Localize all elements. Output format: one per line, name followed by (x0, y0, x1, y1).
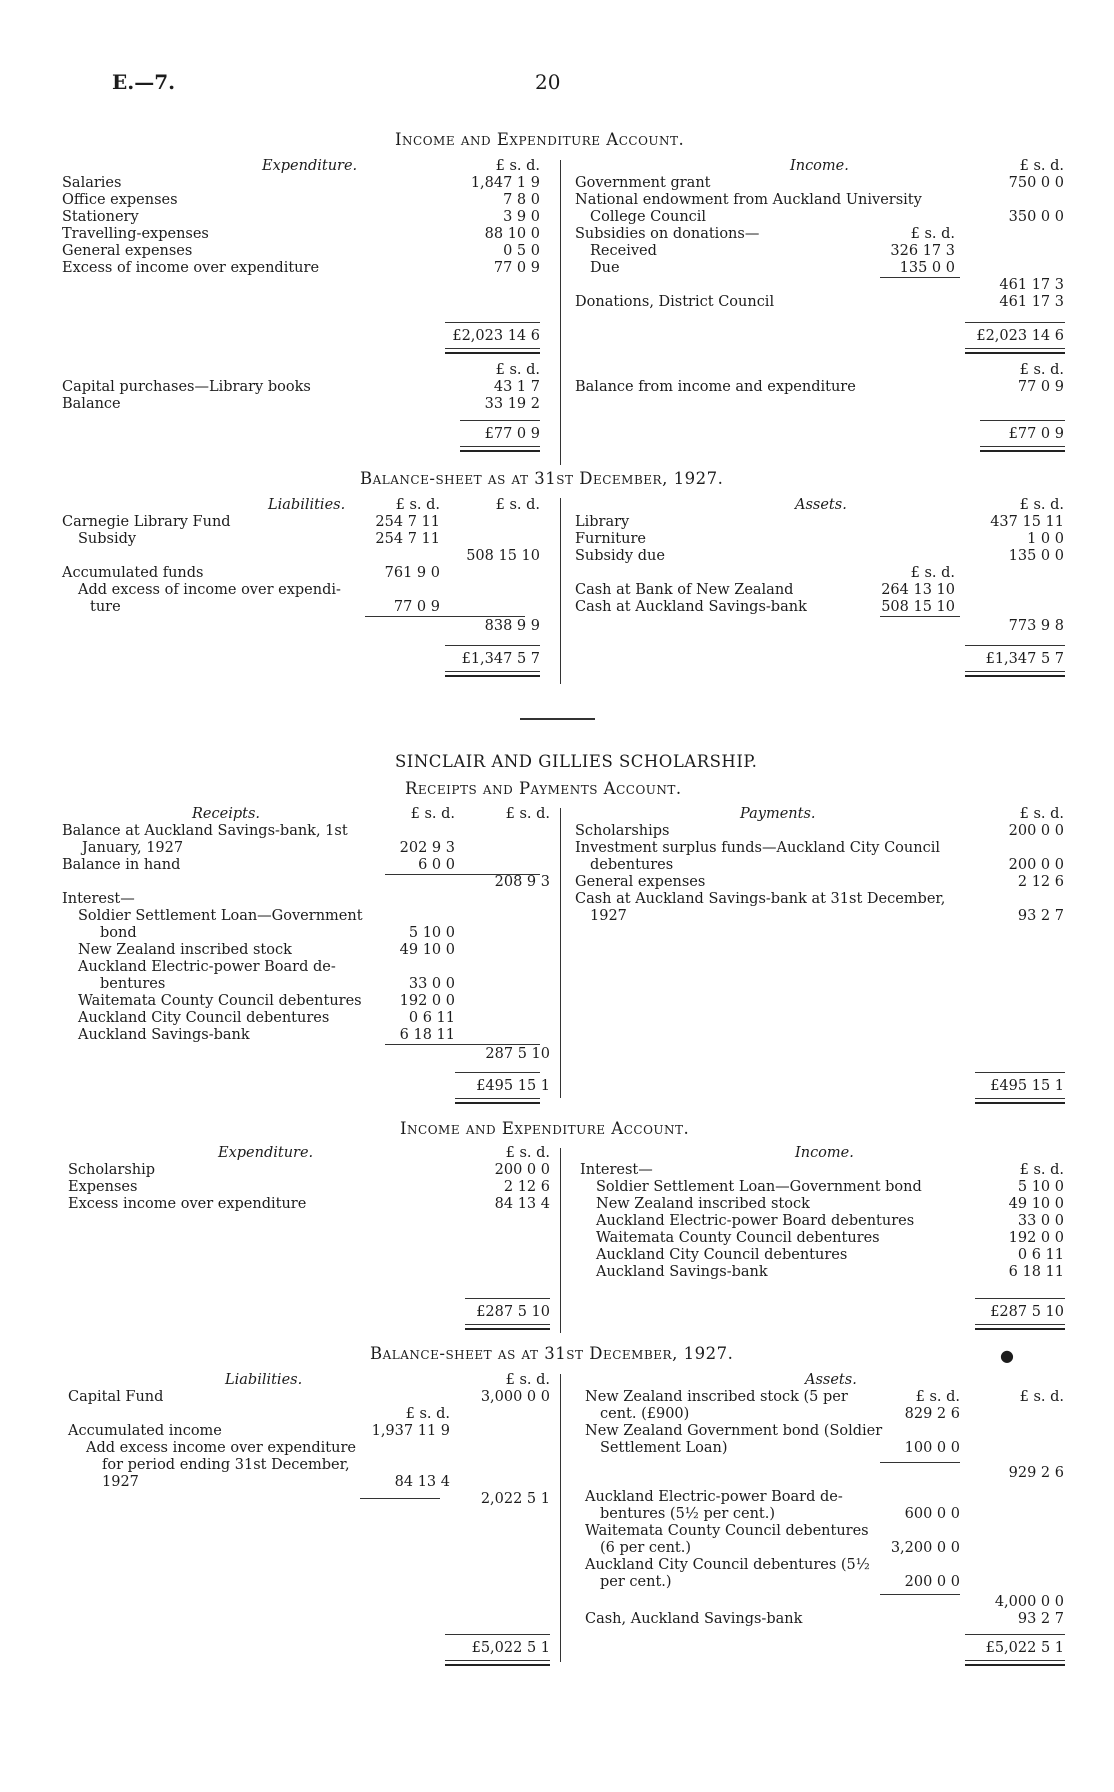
pay-cash-amt: 93 2 7 (1017, 908, 1064, 924)
s5-accum-amt: 1,937 11 9 (371, 1423, 450, 1439)
asset-cash-total: 773 9 8 (1008, 618, 1064, 634)
s4-exp-scholarship-amt: 200 0 0 (494, 1162, 550, 1178)
s5-lsd-d: £ s. d. (1019, 1389, 1064, 1405)
s5-title: Balance-sheet as at 31st December, 1927. (370, 1344, 734, 1363)
inc-grant-amt: 750 0 0 (1008, 175, 1064, 191)
rule (975, 1072, 1065, 1073)
s4-lsd-b: £ s. d. (1019, 1162, 1064, 1178)
inc-received-amt: 326 17 3 (890, 243, 955, 259)
pay-general-amt: 2 12 6 (1017, 874, 1064, 890)
s4-inc-i5: Auckland City Council debentures (596, 1247, 848, 1263)
rule (360, 1498, 440, 1499)
exp-travelling-amt: 88 10 0 (484, 226, 540, 242)
rule (445, 322, 540, 323)
inc-subsidies: Subsidies on donations— (575, 226, 760, 242)
bullet-mark: ● (1000, 1346, 1014, 1365)
inc-received: Received (590, 243, 657, 259)
s4-total-left: £287 5 10 (476, 1304, 550, 1320)
cap-balance-amt: 33 19 2 (484, 396, 540, 412)
s4-inc-head: Income. (795, 1145, 854, 1161)
s3-divider (560, 808, 561, 1098)
inc-subs-lsd: £ s. d. (910, 226, 955, 242)
s5-liab-head: Liabilities. (225, 1372, 303, 1388)
s5-total-right: £5,022 5 1 (985, 1640, 1064, 1656)
liab-subsidy-amt: 254 7 11 (375, 531, 440, 547)
cap-balance: Balance (62, 396, 121, 412)
exp-excess-amt: 77 0 9 (493, 260, 540, 276)
s4-inc-i3-amt: 33 0 0 (1017, 1213, 1064, 1229)
pay-cash-1: Cash at Auckland Savings-bank at 31st December, (575, 891, 946, 907)
s5-add-2: for period ending 31st December, (102, 1457, 350, 1473)
rec-i5: Auckland City Council debentures (78, 1010, 330, 1026)
inc-donations-amt: 461 17 3 (999, 294, 1064, 310)
inc-subs-total: 461 17 3 (999, 277, 1064, 293)
rule (975, 1298, 1065, 1299)
s5-a5b: per cent.) (600, 1574, 672, 1590)
s4-inc-i4: Waitemata County Council debentures (596, 1230, 880, 1246)
s2-lsd-c: £ s. d. (1019, 497, 1064, 513)
rec-i4: Waitemata County Council debentures (78, 993, 362, 1009)
rule (445, 645, 540, 646)
s5-a4a: Waitemata County Council debentures (585, 1523, 869, 1539)
inc-donations: Donations, District Council (575, 294, 775, 310)
s5-a5-amt: 200 0 0 (904, 1574, 960, 1590)
s4-inc-i3: Auckland Electric-power Board debentures (596, 1213, 915, 1229)
s1-cap-lsd-left: £ s. d. (495, 362, 540, 378)
rule (965, 1660, 1065, 1666)
pay-cash-2: 1927 (590, 908, 627, 924)
asset-cash-ask-amt: 508 15 10 (881, 599, 955, 615)
liab-accum-amt: 761 9 0 (384, 565, 440, 581)
exp-travelling: Travelling-expenses (62, 226, 209, 242)
s4-lsd-a: £ s. d. (505, 1145, 550, 1161)
s5-inv-total: 4,000 0 0 (994, 1594, 1064, 1610)
s4-exp-expenses-amt: 2 12 6 (503, 1179, 550, 1195)
rule (880, 1594, 960, 1595)
s2-total-left: £1,347 5 7 (461, 651, 540, 667)
s1-total-left: £2,023 14 6 (452, 328, 540, 344)
s4-inc-i5-amt: 0 6 11 (1017, 1247, 1064, 1263)
rec-balance-2: January, 1927 (82, 840, 184, 856)
s5-divider (560, 1374, 561, 1662)
pay-general: General expenses (575, 874, 706, 890)
s5-a1-amt: 829 2 6 (904, 1406, 960, 1422)
exp-excess: Excess of income over expenditure (62, 260, 320, 276)
cap-balance-from: Balance from income and expenditure (575, 379, 856, 395)
exp-office: Office expenses (62, 192, 178, 208)
s2-liab-head: Liabilities. (268, 497, 346, 513)
s3-lsd-b: £ s. d. (505, 806, 550, 822)
s5-a2-amt: 100 0 0 (904, 1440, 960, 1456)
s5-cash: Cash, Auckland Savings-bank (585, 1611, 803, 1627)
asset-furniture: Furniture (575, 531, 646, 547)
asset-subsidy-due-amt: 135 0 0 (1008, 548, 1064, 564)
s1-cap-total-left: £77 0 9 (484, 426, 540, 442)
exp-office-amt: 7 8 0 (503, 192, 540, 208)
rule (975, 1098, 1065, 1104)
rec-i6: Auckland Savings-bank (78, 1027, 250, 1043)
inc-due-amt: 135 0 0 (899, 260, 955, 276)
asset-library-amt: 437 15 11 (990, 514, 1064, 530)
liab-addex-1: Add excess of income over expendi- (78, 582, 341, 598)
s5-lsd-b: £ s. d. (405, 1406, 450, 1422)
rec-i1-amt: 5 10 0 (408, 925, 455, 941)
s3-heading: SINCLAIR AND GILLIES SCHOLARSHIP. (395, 752, 758, 771)
s1-cap-total-right: £77 0 9 (1008, 426, 1064, 442)
s1-cap-lsd-right: £ s. d. (1019, 362, 1064, 378)
rule (975, 1324, 1065, 1330)
s5-a3-amt: 600 0 0 (904, 1506, 960, 1522)
rule (445, 1634, 550, 1635)
s2-total-right: £1,347 5 7 (985, 651, 1064, 667)
s1-lsd-right: £ s. d. (1019, 158, 1064, 174)
s3-total-left: £495 15 1 (476, 1078, 550, 1094)
rec-hand-amt: 6 0 0 (418, 857, 455, 873)
liab-subtotal: 838 9 9 (484, 618, 540, 634)
pay-investment-2: debentures (590, 857, 674, 873)
rule (880, 616, 960, 617)
rule (445, 348, 540, 354)
rule (455, 1098, 540, 1104)
s5-a5a: Auckland City Council debentures (5½ (585, 1557, 870, 1573)
rec-open-total: 208 9 3 (494, 874, 550, 890)
inc-endow-amt: 350 0 0 (1008, 209, 1064, 225)
asset-cash-ask: Cash at Auckland Savings-bank (575, 599, 807, 615)
s4-inc-i6-amt: 6 18 11 (1008, 1264, 1064, 1280)
s4-exp-scholarship: Scholarship (68, 1162, 156, 1178)
pay-investment-amt: 200 0 0 (1008, 857, 1064, 873)
rule (980, 420, 1065, 421)
s5-a3a: Auckland Electric-power Board de- (585, 1489, 843, 1505)
s1-title: Income and Expenditure Account. (395, 130, 685, 149)
rule (365, 616, 525, 617)
rule (965, 645, 1065, 646)
report-code: E.—7. (112, 70, 176, 94)
pay-scholarships-amt: 200 0 0 (1008, 823, 1064, 839)
s1-lsd-left: £ s. d. (495, 158, 540, 174)
pay-investment-1: Investment surplus funds—Auckland City Council (575, 840, 940, 856)
rule (455, 1072, 540, 1073)
rule (965, 322, 1065, 323)
s4-title: Income and Expenditure Account. (400, 1119, 690, 1138)
s4-inc-i1: Soldier Settlement Loan—Government bond (596, 1179, 922, 1195)
s1-total-right: £2,023 14 6 (976, 328, 1064, 344)
section-separator (520, 718, 595, 720)
rec-interest: Interest— (62, 891, 135, 907)
s3-title: Receipts and Payments Account. (405, 779, 682, 798)
inc-due: Due (590, 260, 620, 276)
s4-total-right: £287 5 10 (990, 1304, 1064, 1320)
exp-general-amt: 0 5 0 (503, 243, 540, 259)
s5-lsd-a: £ s. d. (505, 1372, 550, 1388)
s4-inc-i1-amt: 5 10 0 (1017, 1179, 1064, 1195)
s1-inc-head: Income. (790, 158, 849, 174)
s5-assets-head: Assets. (805, 1372, 857, 1388)
liab-subsidy: Subsidy (78, 531, 137, 547)
rule (980, 446, 1065, 452)
asset-subsidy-due: Subsidy due (575, 548, 665, 564)
asset-furniture-amt: 1 0 0 (1027, 531, 1064, 547)
s5-a12-total: 929 2 6 (1008, 1465, 1064, 1481)
s2-divider (560, 498, 561, 684)
liab-carnegie-total: 508 15 10 (466, 548, 540, 564)
liab-addex-amt: 77 0 9 (393, 599, 440, 615)
inc-grant: Government grant (575, 175, 711, 191)
s3-lsd-c: £ s. d. (1019, 806, 1064, 822)
asset-library: Library (575, 514, 630, 530)
cap-library-books: Capital purchases—Library books (62, 379, 311, 395)
inc-endow-1: National endowment from Auckland University (575, 192, 922, 208)
exp-general: General expenses (62, 243, 193, 259)
s4-inc-i2: New Zealand inscribed stock (596, 1196, 810, 1212)
rec-hand: Balance in hand (62, 857, 181, 873)
s4-inc-interest: Interest— (580, 1162, 653, 1178)
rec-i4-amt: 192 0 0 (399, 993, 455, 1009)
s3-pay-head: Payments. (740, 806, 816, 822)
rec-int-total: 287 5 10 (485, 1046, 550, 1062)
s5-lsd-c: £ s. d. (915, 1389, 960, 1405)
rec-i6-amt: 6 18 11 (399, 1027, 455, 1043)
s4-inc-i6: Auckland Savings-bank (596, 1264, 768, 1280)
s5-a4b: (6 per cent.) (600, 1540, 692, 1556)
s2-assets-head: Assets. (795, 497, 847, 513)
rec-i3b: bentures (100, 976, 166, 992)
page-number: 20 (535, 70, 561, 94)
s5-cash-amt: 93 2 7 (1017, 1611, 1064, 1627)
rule (880, 277, 960, 278)
s5-capital-amt: 3,000 0 0 (480, 1389, 550, 1405)
liab-accum: Accumulated funds (62, 565, 204, 581)
s5-a1a: New Zealand inscribed stock (5 per (585, 1389, 848, 1405)
liab-carnegie-amt: 254 7 11 (375, 514, 440, 530)
rule (965, 671, 1065, 677)
rec-i2: New Zealand inscribed stock (78, 942, 292, 958)
s5-accum: Accumulated income (68, 1423, 222, 1439)
s1-exp-head: Expenditure. (262, 158, 358, 174)
rec-i3-amt: 33 0 0 (408, 976, 455, 992)
s3-rec-head: Receipts. (192, 806, 260, 822)
s4-exp-expenses: Expenses (68, 1179, 138, 1195)
s4-exp-excess-amt: 84 13 4 (494, 1196, 550, 1212)
rule (465, 1298, 550, 1299)
s5-accum-total: 2,022 5 1 (480, 1491, 550, 1507)
rec-balance-1: Balance at Auckland Savings-bank, 1st (62, 823, 348, 839)
s5-a2a: New Zealand Government bond (Soldier (585, 1423, 883, 1439)
liab-addex-2: ture (90, 599, 121, 615)
rule (965, 1634, 1065, 1635)
s3-lsd-a: £ s. d. (410, 806, 455, 822)
s2-lsd-b: £ s. d. (495, 497, 540, 513)
s5-a4-amt: 3,200 0 0 (890, 1540, 960, 1556)
s1-divider (560, 160, 561, 465)
s2-title: Balance-sheet as at 31st December, 1927. (360, 469, 724, 488)
rec-i3a: Auckland Electric-power Board de- (78, 959, 336, 975)
exp-stationery-amt: 3 9 0 (503, 209, 540, 225)
s2-lsd-a: £ s. d. (395, 497, 440, 513)
rule (965, 348, 1065, 354)
rule (445, 671, 540, 677)
s3-total-right: £495 15 1 (990, 1078, 1064, 1094)
s4-inc-i4-amt: 192 0 0 (1008, 1230, 1064, 1246)
rec-balance-amt: 202 9 3 (399, 840, 455, 856)
inc-endow-2: College Council (590, 209, 707, 225)
s5-a3b: bentures (5½ per cent.) (600, 1506, 776, 1522)
pay-scholarships: Scholarships (575, 823, 670, 839)
s5-a2b: Settlement Loan) (600, 1440, 728, 1456)
asset-cash-lsd: £ s. d. (910, 565, 955, 581)
rec-i2-amt: 49 10 0 (399, 942, 455, 958)
s4-exp-excess: Excess income over expenditure (68, 1196, 307, 1212)
s5-add-3: 1927 (102, 1474, 139, 1490)
exp-salaries: Salaries (62, 175, 122, 191)
cap-balance-from-amt: 77 0 9 (1017, 379, 1064, 395)
s4-inc-i2-amt: 49 10 0 (1008, 1196, 1064, 1212)
liab-carnegie: Carnegie Library Fund (62, 514, 231, 530)
exp-stationery: Stationery (62, 209, 139, 225)
asset-cash-nz-amt: 264 13 10 (881, 582, 955, 598)
asset-cash-nz: Cash at Bank of New Zealand (575, 582, 794, 598)
s5-total-left: £5,022 5 1 (471, 1640, 550, 1656)
rule (460, 420, 540, 421)
rule (880, 1462, 960, 1463)
rec-i1b: bond (100, 925, 137, 941)
s5-add-amt: 84 13 4 (394, 1474, 450, 1490)
s5-a1b: cent. (£900) (600, 1406, 690, 1422)
exp-salaries-amt: 1,847 1 9 (470, 175, 540, 191)
rec-i1a: Soldier Settlement Loan—Government (78, 908, 363, 924)
s5-capital: Capital Fund (68, 1389, 164, 1405)
rule (460, 446, 540, 452)
s4-divider (560, 1148, 561, 1333)
cap-library-books-amt: 43 1 7 (493, 379, 540, 395)
s5-add-1: Add excess income over expenditure (86, 1440, 356, 1456)
rec-i5-amt: 0 6 11 (408, 1010, 455, 1026)
rule (445, 1660, 550, 1666)
rule (385, 1044, 540, 1045)
s4-exp-head: Expenditure. (218, 1145, 314, 1161)
rule (465, 1324, 550, 1330)
